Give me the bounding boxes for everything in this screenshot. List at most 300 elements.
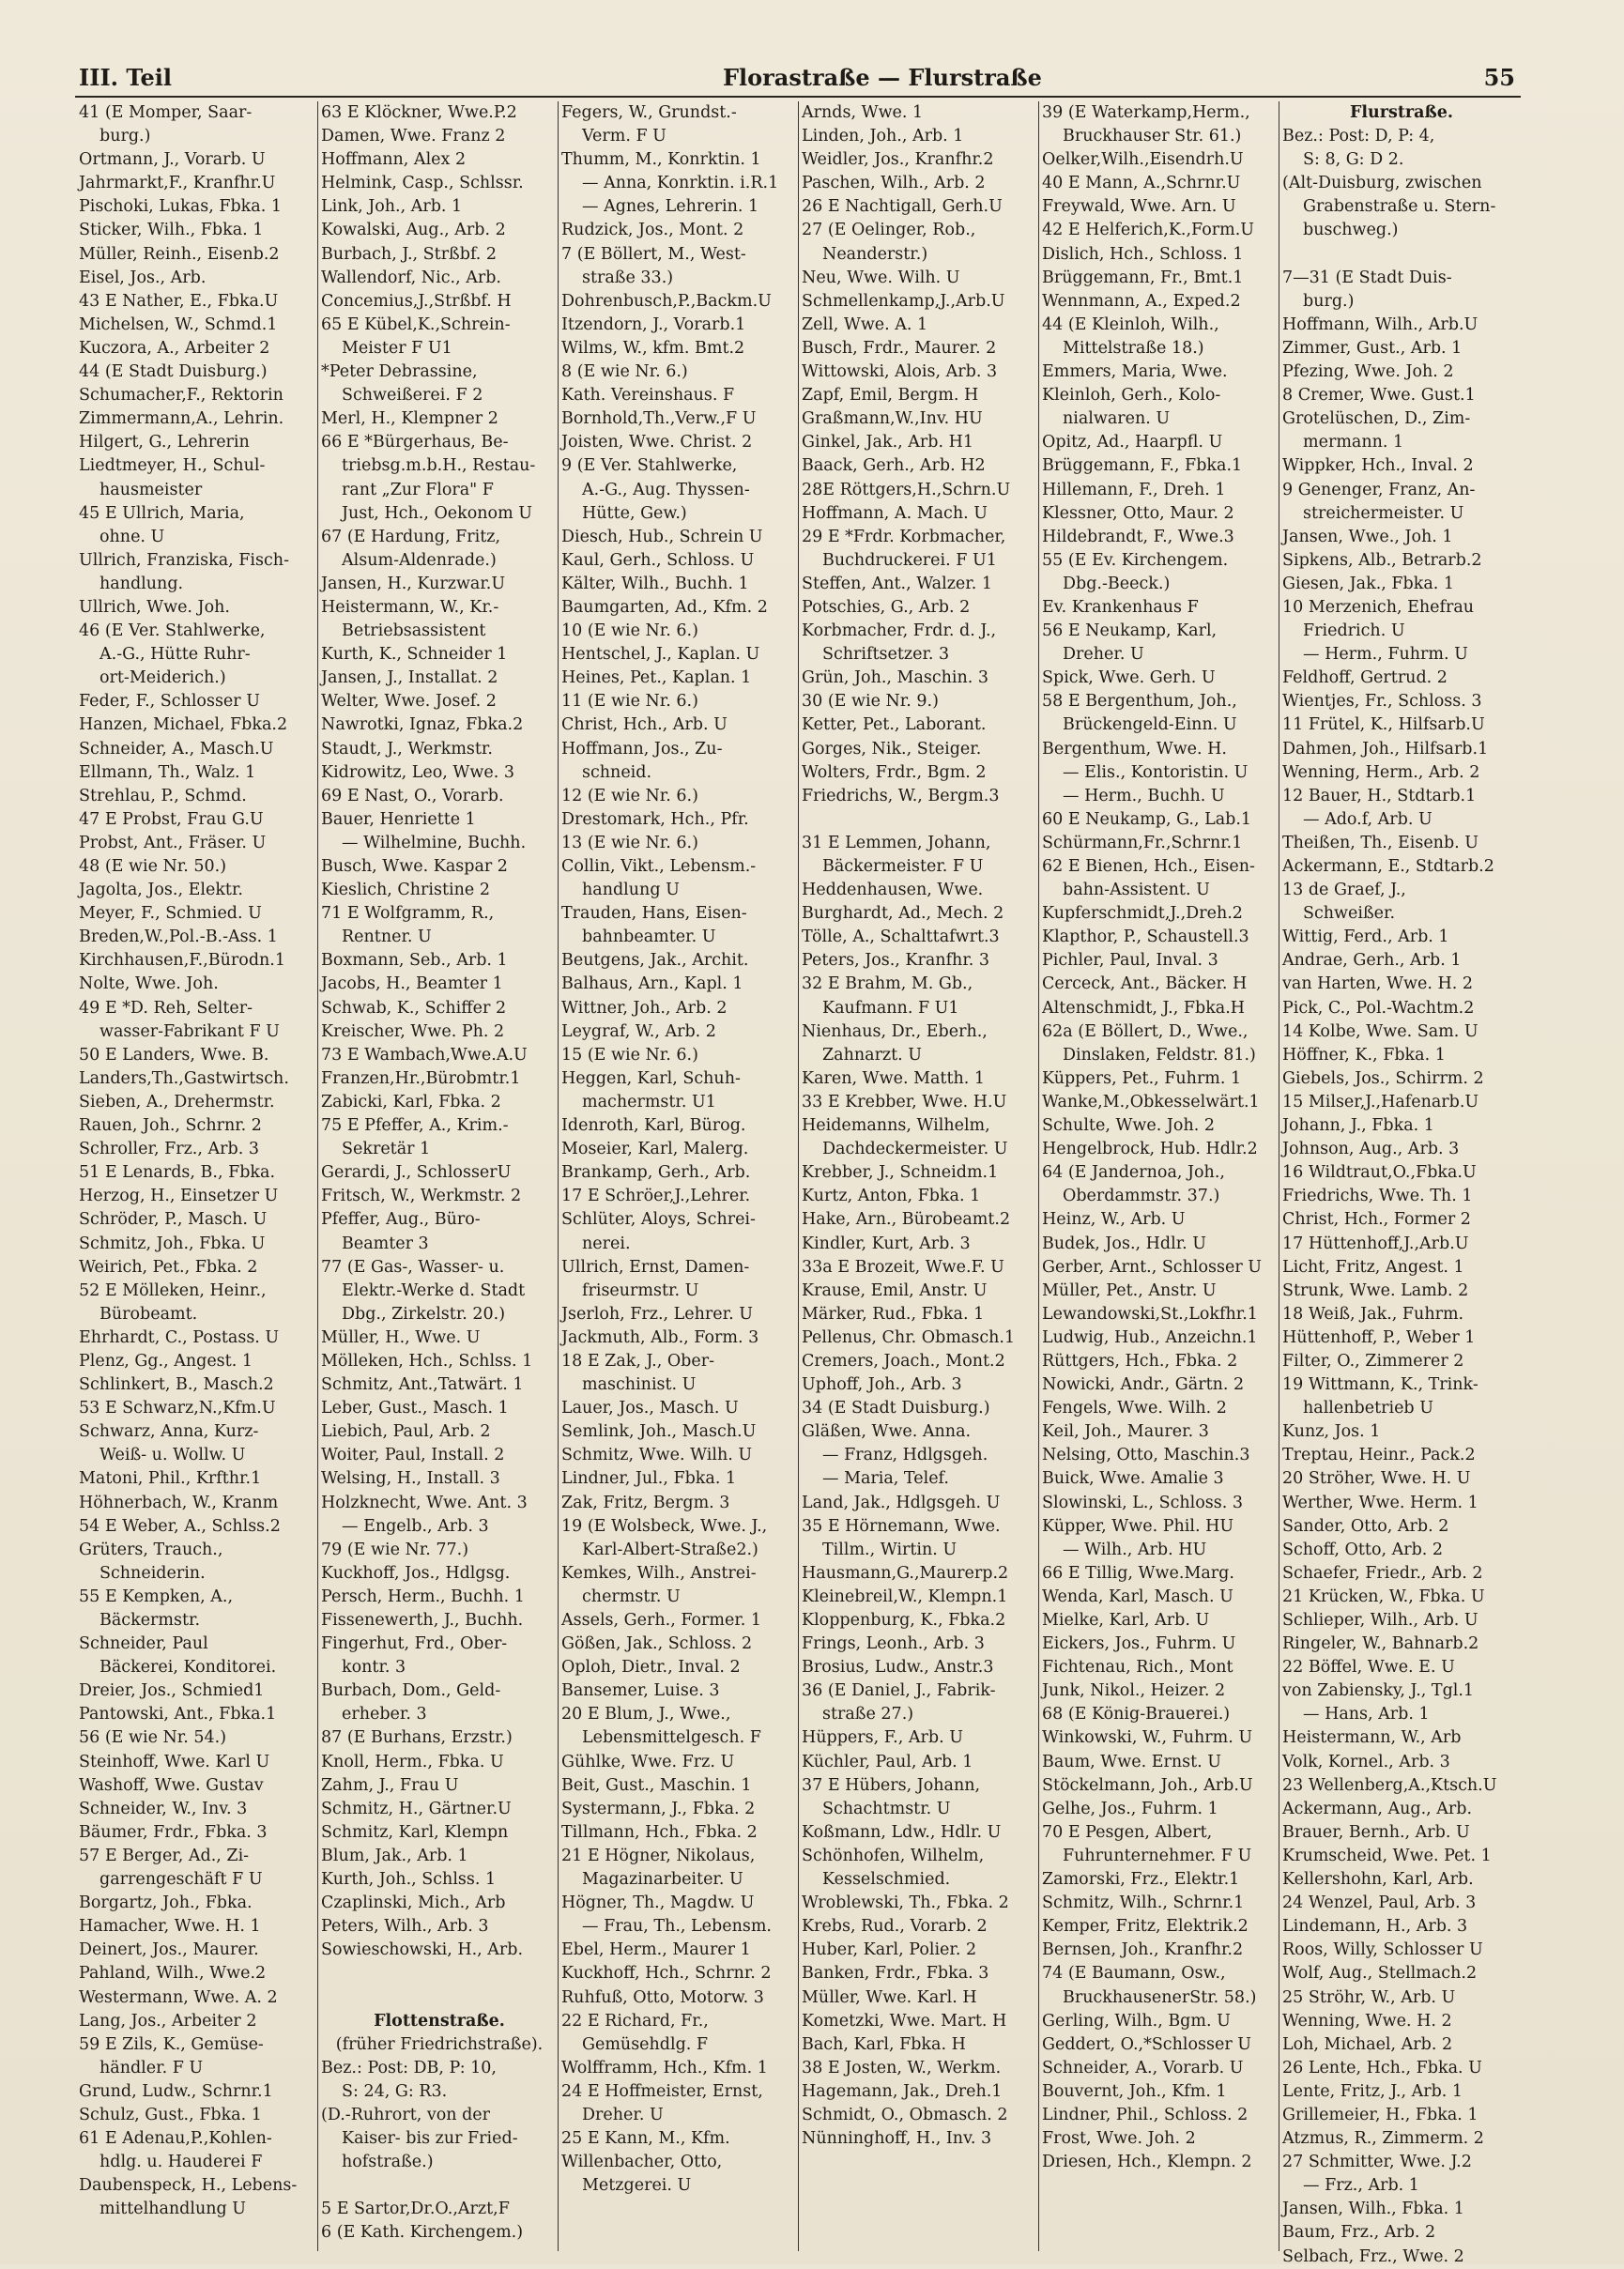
- directory-entry-line: Filter, O., Zimmerer 2: [1282, 1351, 1464, 1371]
- directory-entry-line: 71 E Wolfgramm, R.,: [321, 904, 495, 924]
- directory-entry-line: 10 (E wie Nr. 6.): [561, 621, 698, 641]
- directory-entry-line: garrengeschäft F U: [100, 1870, 263, 1890]
- directory-entry-line: Kurtz, Anton, Fbka. 1: [802, 1187, 981, 1206]
- directory-entry-line: Fingerhut, Frd., Ober-: [321, 1634, 508, 1654]
- directory-entry-line: 79 (E wie Nr. 77.): [321, 1540, 469, 1559]
- directory-entry-line: 26 E Nachtigall, Gerh.U: [802, 197, 1003, 217]
- directory-entry-line: Heistermann, W., Kr.-: [321, 597, 499, 617]
- directory-entry-line: — Engelb., Arb. 3: [342, 1516, 489, 1536]
- directory-entry-line: Jansen, Wilh., Fbka. 1: [1282, 2200, 1464, 2219]
- directory-entry-line: kontr. 3: [342, 1658, 406, 1678]
- directory-entry-line: Atzmus, R., Zimmerm. 2: [1282, 2129, 1484, 2149]
- directory-entry-line: streichermeister. U: [1303, 503, 1464, 523]
- directory-entry-line: Hausmann,G.,Maurerp.2: [802, 1563, 1009, 1583]
- directory-entry-line: Zell, Wwe. A. 1: [802, 314, 928, 334]
- directory-entry-line: Kaiser- bis zur Fried-: [342, 2129, 518, 2149]
- directory-entry-line: Alsum-Aldenrade.): [342, 550, 497, 570]
- directory-entry-line: Slowinski, L., Schloss. 3: [1042, 1493, 1243, 1512]
- directory-entry-line: Bürobeamt.: [100, 1304, 198, 1324]
- directory-entry-line: 24 Wenzel, Paul, Arb. 3: [1282, 1893, 1477, 1913]
- directory-entry-line: Ludwig, Hub., Anzeichn.1: [1042, 1327, 1258, 1347]
- directory-entry-line: [317, 1962, 558, 1985]
- directory-entry-line: — Herm., Buchh. U: [1063, 786, 1225, 805]
- directory-entry-line: Heddenhausen, Wwe.: [802, 881, 984, 900]
- directory-entry-line: Jahrmarkt,F., Kranfhr.U: [79, 174, 276, 193]
- directory-entry-line: Rentner. U: [342, 928, 432, 947]
- directory-entry-line: Beutgens, Jak., Archit.: [561, 951, 749, 971]
- directory-entry-line: Bäckerei, Konditorei.: [100, 1658, 277, 1678]
- directory-entry-line: 18 E Zak, J., Ober-: [561, 1351, 715, 1371]
- directory-entry-line: Just, Hch., Oekonom U: [342, 503, 533, 523]
- directory-entry-line: Höhnerbach, W., Kranm: [79, 1493, 279, 1512]
- directory-entry-line: 46 (E Ver. Stahlwerke,: [79, 621, 266, 641]
- directory-entry-line: Dinslaken, Feldstr. 81.): [1063, 1045, 1256, 1065]
- directory-entry-line: — Frau, Th., Lebensm.: [582, 1917, 772, 1937]
- directory-entry-line: Christ, Hch., Arb. U: [561, 715, 728, 735]
- directory-entry-line: mermann. 1: [1303, 433, 1404, 452]
- directory-entry-line: Loh, Michael, Arb. 2: [1282, 2034, 1453, 2054]
- directory-entry-line: Link, Joh., Arb. 1: [321, 197, 463, 217]
- directory-entry-line: Pahland, Wilh., Wwe.2: [79, 1964, 267, 1984]
- directory-entry-line: burg.): [100, 127, 151, 146]
- directory-entry-line: Geddert, O.,*Schlosser U: [1042, 2034, 1252, 2054]
- directory-entry-line: Wenning, Herm., Arb. 2: [1282, 762, 1480, 782]
- directory-entry-line: Baum, Frz., Arb. 2: [1282, 2223, 1436, 2243]
- directory-entry-line: Theißen, Th., Eisenb. U: [1282, 833, 1479, 852]
- directory-entry-line: 7 (E Böllert, M., West-: [561, 244, 746, 264]
- directory-entry-line: Pick, C., Pol.-Wachtm.2: [1282, 998, 1475, 1018]
- directory-entry-line: A.-G., Aug. Thyssen-: [582, 480, 750, 499]
- directory-entry-line: Grüters, Trauch.,: [79, 1540, 223, 1559]
- directory-entry-line: Feder, F., Schlosser U: [79, 692, 260, 712]
- directory-entry-line: Paschen, Wilh., Arb. 2: [802, 174, 986, 193]
- directory-entry-line: 8 Cremer, Wwe. Gust.1: [1282, 386, 1476, 406]
- directory-entry-line: Lente, Fritz, J., Arb. 1: [1282, 2081, 1463, 2101]
- directory-entry-line: 11 Frütel, K., Hilfsarb.U: [1282, 715, 1485, 735]
- directory-entry-line: Baumgarten, Ad., Kfm. 2: [561, 597, 768, 617]
- directory-entry-line: Ullrich, Ernst, Damen-: [561, 1257, 750, 1277]
- section-label: III. Teil: [79, 64, 172, 91]
- directory-entry-line: 24 E Hoffmeister, Ernst,: [561, 2081, 763, 2101]
- directory-entry-line: Wolters, Frdr., Bgm. 2: [802, 762, 987, 782]
- directory-entry-line: Cremers, Joach., Mont.2: [802, 1351, 1005, 1371]
- directory-entry-line: Liedtmeyer, H., Schul-: [79, 456, 266, 476]
- directory-entry-line: Ginkel, Jak., Arb. H1: [802, 433, 973, 452]
- directory-entry-line: 68 (E König-Brauerei.): [1042, 1705, 1231, 1725]
- directory-entry-line: 40 E Mann, A.,Schrnr.U: [1042, 174, 1241, 193]
- directory-entry-line: Heggen, Karl, Schuh-: [561, 1068, 741, 1088]
- directory-entry-line: bahn-Assistent. U: [1063, 881, 1210, 900]
- directory-entry-line: Hanzen, Michael, Fbka.2: [79, 715, 288, 735]
- directory-entry-line: Spick, Wwe. Gerh. U: [1042, 668, 1216, 688]
- directory-entry-line: Oploh, Dietr., Inval. 2: [561, 1658, 741, 1678]
- directory-entry-line: Kuckhoff, Jos., Hdlgsg.: [321, 1563, 511, 1583]
- directory-entry-line: Andrae, Gerh., Arb. 1: [1282, 951, 1462, 971]
- directory-entry-line: Bäckermeister. F U: [822, 857, 984, 876]
- directory-entry-line: Grabenstraße u. Stern-: [1303, 197, 1496, 217]
- directory-entry-line: Bergenthum, Wwe. H.: [1042, 739, 1227, 759]
- directory-entry-line: Hüttenhoff, P., Weber 1: [1282, 1327, 1476, 1347]
- directory-entry-line: Jansen, H., Kurzwar.U: [321, 574, 506, 593]
- directory-entry-line: Schmitz, Wilh., Schrnr.1: [1042, 1893, 1245, 1913]
- directory-entry-line: Giesen, Jak., Fbka. 1: [1282, 574, 1455, 593]
- directory-entry-line: 7—31 (E Stadt Duis-: [1282, 268, 1452, 287]
- directory-entry-line: Strehlau, P., Schmd.: [79, 786, 247, 805]
- directory-entry-line: Collin, Vikt., Lebensm.-: [561, 857, 757, 876]
- directory-entry-line: Dreier, Jos., Schmied1: [79, 1681, 265, 1701]
- directory-entry-line: Friedrich. U: [1303, 621, 1405, 641]
- directory-entry-line: händler. F U: [100, 2058, 204, 2077]
- directory-entry-line: [317, 1986, 558, 2010]
- directory-entry-line: Hüppers, F., Arb. U: [802, 1728, 963, 1748]
- directory-entry-line: straße 27.): [822, 1705, 914, 1725]
- directory-entry-line: Lebensmittelgesch. F: [582, 1728, 761, 1748]
- directory-entry-line: Bornhold,Th.,Verw.,F U: [561, 409, 757, 429]
- directory-entry-line: Pellenus, Chr. Obmasch.1: [802, 1327, 1016, 1347]
- directory-entry-line: Boxmann, Seb., Arb. 1: [321, 951, 508, 971]
- directory-entry-line: Gelhe, Jos., Fuhrm. 1: [1042, 1799, 1218, 1818]
- directory-entry-line: Gläßen, Wwe. Anna.: [802, 1422, 972, 1442]
- directory-entry-line: Wroblewski, Th., Fbka. 2: [802, 1893, 1009, 1913]
- directory-entry-line: triebsg.m.b.H., Restau-: [342, 456, 536, 476]
- directory-entry-line: Heidemanns, Wilhelm,: [802, 1116, 990, 1136]
- directory-entry-line: 34 (E Stadt Duisburg.): [802, 1399, 990, 1418]
- directory-entry-line: Holzknecht, Wwe. Ant. 3: [321, 1493, 528, 1512]
- directory-entry-line: 17 Hüttenhoff,J.,Arb.U: [1282, 1234, 1469, 1253]
- directory-entry-line: Pfeffer, Aug., Büro-: [321, 1210, 481, 1230]
- directory-entry-line: — Ado.f, Arb. U: [1303, 809, 1432, 829]
- directory-entry-line: Wenda, Karl, Masch. U: [1042, 1587, 1233, 1606]
- directory-entry-line: Schmellenkamp,J.,Arb.U: [802, 291, 1005, 311]
- directory-entry-line: hofstraße.): [342, 2153, 434, 2172]
- directory-entry-line: Ebel, Herm., Maurer 1: [561, 1940, 751, 1960]
- directory-entry-line: Diesch, Hub., Schrein U: [561, 527, 763, 546]
- directory-entry-line: Arnds, Wwe. 1: [802, 103, 924, 122]
- directory-entry-line: Beamter 3: [342, 1234, 429, 1253]
- directory-entry-line: Schmitz, Wwe. Wilh. U: [561, 1446, 753, 1465]
- directory-entry-line: — Elis., Kontoristin. U: [1063, 762, 1249, 782]
- directory-entry-line: Lewandowski,St.,Lokfhr.1: [1042, 1304, 1258, 1324]
- directory-entry-line: Persch, Herm., Buchh. 1: [321, 1587, 525, 1606]
- directory-entry-line: Schulte, Wwe. Joh. 2: [1042, 1116, 1215, 1136]
- directory-entry-line: Fissenewerth, J., Buchh.: [321, 1611, 524, 1630]
- directory-entry-line: nerei.: [582, 1234, 631, 1253]
- directory-column-4: [798, 101, 1039, 2251]
- directory-entry-line: Gemüsehdlg. F: [582, 2034, 709, 2054]
- directory-entry-line: 39 (E Waterkamp,Herm.,: [1042, 103, 1250, 122]
- directory-entry-line: Jansen, J., Installat. 2: [321, 668, 498, 688]
- directory-entry-line: Klessner, Otto, Maur. 2: [1042, 503, 1234, 523]
- directory-entry-line: Jansen, Wwe., Joh. 1: [1282, 527, 1453, 546]
- directory-entry-line: Pfezing, Wwe. Joh. 2: [1282, 362, 1454, 382]
- directory-entry-line: 18 Weiß, Jak., Fuhrm.: [1282, 1304, 1464, 1324]
- directory-entry-line: Rauen, Joh., Schrnr. 2: [79, 1116, 262, 1136]
- directory-entry-line: Kindler, Kurt, Arb. 3: [802, 1234, 971, 1253]
- directory-entry-line: Burbach, J., Strßbf. 2: [321, 244, 498, 264]
- directory-entry-line: S: 8, G: D 2.: [1303, 150, 1404, 170]
- directory-entry-line: ohne. U: [100, 527, 165, 546]
- directory-entry-line: Brauer, Bernh., Arb. U: [1282, 1822, 1470, 1842]
- directory-entry-line: Uphoff, Joh., Arb. 3: [802, 1375, 962, 1395]
- directory-entry-line: Driesen, Hch., Klempn. 2: [1042, 2153, 1252, 2172]
- directory-entry-line: Huber, Karl, Polier. 2: [802, 1940, 977, 1960]
- directory-entry-line: Müller, Pet., Anstr. U: [1042, 1280, 1217, 1300]
- directory-entry-line: Verm. F U: [582, 127, 666, 146]
- directory-entry-line: Schlieper, Wilh., Arb. U: [1282, 1611, 1478, 1630]
- directory-entry-line: erheber. 3: [342, 1705, 427, 1725]
- directory-entry-line: Schneider, A., Masch.U: [79, 739, 274, 759]
- directory-entry-line: Moseier, Karl, Malerg.: [561, 1140, 749, 1159]
- directory-entry-line: Korbmacher, Frdr. d. J.,: [802, 621, 997, 641]
- directory-entry-line: Zimmermann,A., Lehrin.: [79, 409, 284, 429]
- directory-entry-line: Neanderstr.): [822, 244, 928, 264]
- directory-entry-line: — Hans, Arb. 1: [1303, 1705, 1430, 1725]
- directory-entry-line: 57 E Berger, Ad., Zi-: [79, 1846, 250, 1865]
- directory-entry-line: Fegers, W., Grundst.-: [561, 103, 737, 122]
- directory-entry-line: Schweißerei. F 2: [342, 386, 483, 406]
- directory-entry-line: ort-Meiderich.): [100, 668, 226, 688]
- directory-entry-line: Assels, Gerh., Former. 1: [561, 1611, 762, 1630]
- directory-entry-line: 35 E Hörnemann, Wwe.: [802, 1516, 1001, 1536]
- directory-entry-line: Bruckhauser Str. 61.): [1063, 127, 1242, 146]
- directory-entry-line: Gorges, Nik., Steiger.: [802, 739, 982, 759]
- directory-entry-line: Roos, Willy, Schlosser U: [1282, 1940, 1483, 1960]
- directory-entry-line: Schriftsetzer. 3: [822, 645, 950, 665]
- directory-entry-line: Betriebsassistent: [342, 621, 486, 641]
- directory-entry-line: 45 E Ullrich, Maria,: [79, 503, 245, 523]
- directory-entry-line: 30 (E wie Nr. 9.): [802, 692, 939, 712]
- directory-entry-line: Nienhaus, Dr., Eberh.,: [802, 1021, 988, 1041]
- directory-entry-line: Brüggemann, Fr., Bmt.1: [1042, 268, 1244, 287]
- directory-entry-line: Woiter, Paul, Install. 2: [321, 1446, 505, 1465]
- directory-entry-line: Fritsch, W., Werkmstr. 2: [321, 1187, 522, 1206]
- page-header: [75, 58, 1521, 98]
- directory-entry-line: 28E Röttgers,H.,Schrn.U: [802, 480, 1011, 499]
- directory-entry-line: 52 E Mölleken, Heinr.,: [79, 1280, 267, 1300]
- directory-entry-line: 73 E Wambach,Wwe.A.U: [321, 1045, 528, 1065]
- directory-entry-line: 64 (E Jandernoa, Joh.,: [1042, 1163, 1225, 1183]
- directory-entry-line: 20 Ströher, Wwe. H. U: [1282, 1469, 1471, 1489]
- directory-entry-line: Daubenspeck, H., Lebens-: [79, 2176, 298, 2196]
- directory-entry-line: handlung U: [582, 881, 680, 900]
- directory-entry-line: 12 Bauer, H., Stdtarb.1: [1282, 786, 1477, 805]
- directory-entry-line: buschweg.): [1303, 221, 1399, 240]
- directory-entry-line: Landers,Th.,Gastwirtsch.: [79, 1068, 289, 1088]
- directory-entry-line: 23 Wellenberg,A.,Ktsch.U: [1282, 1775, 1497, 1795]
- directory-entry-line: straße 33.): [582, 268, 674, 287]
- directory-entry-line: Baum, Wwe. Ernst. U: [1042, 1752, 1222, 1771]
- directory-entry-line: Nolte, Wwe. Joh.: [79, 974, 219, 994]
- directory-entry-line: 58 E Bergenthum, Joh.,: [1042, 692, 1237, 712]
- directory-entry-line: Steffen, Ant., Walzer. 1: [802, 574, 992, 593]
- directory-entry-line: 42 E Helferich,K.,Form.U: [1042, 221, 1255, 240]
- directory-entry-line: Hengelbrock, Hub. Hdlr.2: [1042, 1140, 1258, 1159]
- directory-entry-line: *Peter Debrassine,: [321, 362, 478, 382]
- directory-entry-line: Jacobs, H., Beamter 1: [321, 974, 503, 994]
- directory-entry-line: Czaplinski, Mich., Arb: [321, 1893, 506, 1913]
- directory-entry-line: Kemkes, Wilh., Anstrei-: [561, 1563, 757, 1583]
- directory-entry-line: Busch, Frdr., Maurer. 2: [802, 338, 997, 358]
- directory-entry-line: Jserloh, Frz., Lehrer. U: [561, 1304, 753, 1324]
- directory-entry-line: Sekretär 1: [342, 1140, 431, 1159]
- directory-entry-line: Wallendorf, Nic., Arb.: [321, 268, 501, 287]
- directory-entry-line: 63 E Klöckner, Wwe.P.2: [321, 103, 517, 122]
- directory-entry-line: Schaefer, Friedr., Arb. 2: [1282, 1563, 1483, 1583]
- directory-entry-line: 9 (E Ver. Stahlwerke,: [561, 456, 738, 476]
- directory-entry-line: 66 E Tillig, Wwe.Marg.: [1042, 1563, 1234, 1583]
- directory-entry-line: Wenning, Wwe. H. 2: [1282, 2011, 1452, 2031]
- directory-entry-line: Neu, Wwe. Wilh. U: [802, 268, 960, 287]
- directory-entry-line: Kometzki, Wwe. Mart. H: [802, 2011, 1007, 2031]
- directory-entry-line: 47 E Probst, Frau G.U: [79, 809, 264, 829]
- directory-entry-line: Dreher. U: [582, 2105, 664, 2124]
- directory-entry-line: friseurmstr. U: [582, 1280, 699, 1300]
- directory-entry-line: Wolf, Aug., Stellmach.2: [1282, 1964, 1478, 1984]
- directory-entry-line: Welter, Wwe. Josef. 2: [321, 692, 497, 712]
- directory-entry-line: Frings, Leonh., Arb. 3: [802, 1634, 985, 1654]
- directory-entry-line: Schmitz, Joh., Fbka. U: [79, 1234, 266, 1253]
- directory-entry-line: Grün, Joh., Maschin. 3: [802, 668, 989, 688]
- directory-entry-line: Ketter, Pet., Laborant.: [802, 715, 987, 735]
- directory-entry-line: Heistermann, W., Arb: [1282, 1728, 1462, 1748]
- directory-entry-line: 19 (E Wolsbeck, Wwe. J.,: [561, 1516, 768, 1536]
- directory-entry-line: Dachdeckermeister. U: [822, 1140, 1008, 1159]
- directory-entry-line: Burghardt, Ad., Mech. 2: [802, 904, 1004, 924]
- directory-entry-line: Wolfframm, Hch., Kfm. 1: [561, 2058, 768, 2077]
- directory-entry-line: Hamacher, Wwe. H. 1: [79, 1917, 261, 1937]
- directory-entry-line: — Franz, Hdlgsgeh.: [822, 1446, 988, 1465]
- directory-entry-line: (Alt-Duisburg, zwischen: [1282, 174, 1482, 193]
- directory-entry-line: Eisel, Jos., Arb.: [79, 268, 207, 287]
- directory-entry-line: 14 Kolbe, Wwe. Sam. U: [1282, 1021, 1478, 1041]
- directory-entry-line: Kirchhausen,F.,Bürodn.1: [79, 951, 285, 971]
- directory-entry-line: 56 (E wie Nr. 54.): [79, 1728, 227, 1748]
- directory-entry-line: 44 (E Stadt Duisburg.): [79, 362, 268, 382]
- directory-entry-line: chermstr. U: [582, 1587, 681, 1606]
- directory-entry-line: Mittelstraße 18.): [1063, 338, 1204, 358]
- directory-entry-line: Hake, Arn., Bürobeamt.2: [802, 1210, 1011, 1230]
- directory-entry-line: Schachtmstr. U: [822, 1799, 951, 1818]
- directory-entry-line: 77 (E Gas-, Wasser- u.: [321, 1257, 505, 1277]
- directory-entry-line: Bernsen, Joh., Kranfhr.2: [1042, 1940, 1244, 1960]
- directory-entry-line: Schneider, W., Inv. 3: [79, 1799, 248, 1818]
- directory-entry-line: Koßmann, Ldw., Hdlr. U: [802, 1822, 1002, 1842]
- directory-entry-line: Ortmann, J., Vorarb. U: [79, 150, 266, 170]
- directory-entry-line: mittelhandlung U: [100, 2200, 247, 2219]
- directory-entry-line: Kowalski, Aug., Arb. 2: [321, 221, 506, 240]
- directory-entry-line: Schneider, Paul: [79, 1634, 208, 1654]
- directory-entry-line: 25 E Kann, M., Kfm.: [561, 2129, 730, 2149]
- directory-entry-line: bahnbeamter. U: [582, 928, 716, 947]
- directory-entry-line: Hagemann, Jak., Dreh.1: [802, 2081, 1003, 2101]
- directory-column-6: [1279, 101, 1521, 2266]
- directory-entry-line: Systermann, J., Fbka. 2: [561, 1799, 756, 1818]
- directory-entry-line: Ruhfuß, Otto, Motorw. 3: [561, 1987, 764, 2007]
- directory-entry-line: Pichler, Paul, Inval. 3: [1042, 951, 1218, 971]
- directory-entry-line: Oelker,Wilh.,Eisendrh.U: [1042, 150, 1244, 170]
- directory-entry-line: Wittner, Joh., Arb. 2: [561, 998, 728, 1018]
- directory-entry-line: Kurth, K., Schneider 1: [321, 645, 508, 665]
- directory-entry-line: 74 (E Baumann, Osw.,: [1042, 1964, 1226, 1984]
- directory-entry-line: Damen, Wwe. Franz 2: [321, 127, 506, 146]
- directory-entry-line: Nowicki, Andr., Gärtn. 2: [1042, 1375, 1245, 1395]
- directory-entry-line: Schoff, Otto, Arb. 2: [1282, 1540, 1444, 1559]
- directory-entry-line: Eickers, Jos., Fuhrm. U: [1042, 1634, 1236, 1654]
- directory-entry-line: Sieben, A., Drehermstr.: [79, 1092, 275, 1112]
- directory-entry-line: 26 Lente, Hch., Fbka. U: [1282, 2058, 1482, 2077]
- directory-entry-line: Busch, Wwe. Kaspar 2: [321, 857, 508, 876]
- directory-entry-line: [317, 2174, 558, 2198]
- directory-entry-line: — Agnes, Lehrerin. 1: [582, 197, 759, 217]
- directory-entry-line: 5 E Sartor,Dr.O.,Arzt,F: [321, 2200, 510, 2219]
- directory-entry-line: 56 E Neukamp, Karl,: [1042, 621, 1218, 641]
- directory-entry-line: Schroller, Frz., Arb. 3: [79, 1140, 259, 1159]
- directory-entry-line: Fuhrunternehmer. F U: [1063, 1846, 1252, 1865]
- directory-entry-line: Kloppenburg, K., Fbka.2: [802, 1611, 1006, 1630]
- directory-entry-line: 62 E Bienen, Hch., Eisen-: [1042, 857, 1255, 876]
- directory-entry-line: 19 Wittmann, K., Trink-: [1282, 1375, 1478, 1395]
- directory-entry-line: Kaufmann. F U1: [822, 998, 959, 1018]
- directory-entry-line: Höffner, K., Fbka. 1: [1282, 1045, 1446, 1065]
- directory-entry-line: Idenroth, Karl, Bürog.: [561, 1116, 746, 1136]
- directory-entry-line: Schwab, K., Schiffer 2: [321, 998, 507, 1018]
- directory-entry-line: Treptau, Heinr., Pack.2: [1282, 1446, 1476, 1465]
- directory-column-3: [558, 101, 799, 2251]
- directory-entry-line: Lindner, Phil., Schloss. 2: [1042, 2105, 1249, 2124]
- directory-entry-line: Hentschel, J., Kaplan. U: [561, 645, 760, 665]
- directory-entry-line: Steinhoff, Wwe. Karl U: [79, 1752, 270, 1771]
- directory-entry-line: Gerber, Arnt., Schlosser U: [1042, 1257, 1263, 1277]
- directory-entry-line: Meister F U1: [342, 338, 452, 358]
- directory-entry-line: 12 (E wie Nr. 6.): [561, 786, 698, 805]
- directory-entry-line: Schumacher,F., Rektorin: [79, 386, 283, 406]
- directory-entry-line: Gühlke, Wwe. Frz. U: [561, 1752, 735, 1771]
- directory-entry-line: Zabicki, Karl, Fbka. 2: [321, 1092, 501, 1112]
- directory-entry-line: Freywald, Wwe. Arn. U: [1042, 197, 1236, 217]
- directory-entry-line: Willenbacher, Otto,: [561, 2153, 723, 2172]
- directory-entry-line: Bez.: Post: DB, P: 10,: [321, 2058, 497, 2077]
- directory-entry-line: Potschies, G., Arb. 2: [802, 597, 971, 617]
- directory-entry-line: Kurth, Joh., Schlss. 1: [321, 1870, 497, 1890]
- directory-entry-line: Hoffmann, Alex 2: [321, 150, 467, 170]
- directory-entry-line: [1279, 243, 1521, 267]
- directory-entry-line: Probst, Ant., Fräser. U: [79, 833, 267, 852]
- directory-entry-line: — Maria, Telef.: [822, 1469, 949, 1489]
- directory-entry-line: Staudt, J., Werkmstr.: [321, 739, 493, 759]
- directory-entry-line: Lauer, Jos., Masch. U: [561, 1399, 739, 1418]
- directory-entry-line: Grillemeier, H., Fbka. 1: [1282, 2105, 1478, 2124]
- directory-entry-line: Kellershohn, Karl, Arb.: [1282, 1870, 1474, 1890]
- directory-entry-line: Kälter, Wilh., Buchh. 1: [561, 574, 749, 593]
- directory-entry-line: Trauden, Hans, Eisen-: [561, 904, 747, 924]
- directory-entry-line: Sander, Otto, Arb. 2: [1282, 1516, 1449, 1536]
- directory-entry-line: Hütte, Gew.): [582, 503, 687, 523]
- directory-entry-line: 29 E *Frdr. Korbmacher,: [802, 527, 1006, 546]
- directory-entry-line: Fengels, Wwe. Wilh. 2: [1042, 1399, 1227, 1418]
- directory-entry-line: Winkowski, W., Fuhrm. U: [1042, 1728, 1253, 1748]
- directory-entry-line: 37 E Hübers, Johann,: [802, 1775, 981, 1795]
- directory-columns: [75, 101, 1521, 2266]
- directory-entry-line: Müller, Reinh., Eisenb.2: [79, 244, 280, 264]
- directory-entry-line: Land, Jak., Hdlgsgeh. U: [802, 1493, 1001, 1512]
- directory-entry-line: Buchdruckerei. F U1: [822, 550, 997, 570]
- directory-entry-line: Krebber, J., Schneidm.1: [802, 1163, 999, 1183]
- directory-entry-line: Magazinarbeiter. U: [582, 1870, 743, 1890]
- directory-entry-line: Karen, Wwe. Matth. 1: [802, 1068, 986, 1088]
- directory-entry-line: Wittig, Ferd., Arb. 1: [1282, 928, 1449, 947]
- directory-entry-line: 27 Schmitter, Wwe. J.2: [1282, 2153, 1472, 2172]
- directory-entry-line: Schmitz, Karl, Klempn: [321, 1822, 509, 1842]
